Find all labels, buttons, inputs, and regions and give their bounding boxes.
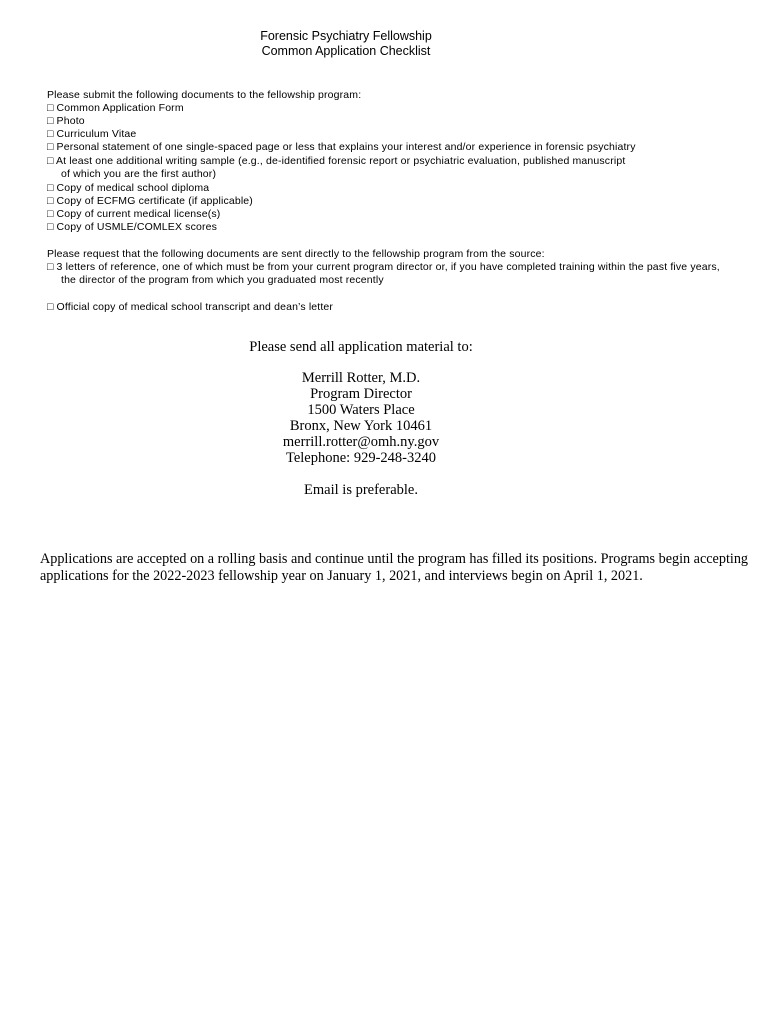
contact-name: Merrill Rotter, M.D. [301, 370, 421, 386]
checklist-item: □ Copy of ECFMG certificate (if applicable) [47, 195, 253, 207]
checklist-item-continuation: the director of the program from which you graduated most recently [61, 274, 384, 286]
checklist-item: □ Photo [47, 115, 85, 127]
contact-role: Program Director [310, 386, 412, 402]
checklist-item: □ Personal statement of one single-spaced page or less that explains your interest and/or experience in forensic psychiatry [47, 141, 636, 153]
contact-phone: Telephone: 929-248-3240 [286, 450, 436, 466]
contact-note: Email is preferable. [304, 482, 418, 498]
contact-street: 1500 Waters Place [307, 402, 415, 418]
checklist-item: □ 3 letters of reference, one of which must be from your current program director or, if you have completed training within the past five years, [47, 261, 720, 273]
checklist-item: □ Copy of current medical license(s) [47, 208, 221, 220]
footer-line: applications for the 2022-2023 fellowship year on January 1, 2021, and interviews begin on April 1, 2021. [40, 568, 643, 584]
checklist-item: □ Copy of medical school diploma [47, 182, 210, 194]
contact-email[interactable]: merrill.rotter@omh.ny.gov [282, 434, 440, 450]
checklist-item: □ Common Application Form [47, 102, 184, 114]
footer-paragraph [40, 551, 755, 585]
checklist-item: □ Copy of USMLE/COMLEX scores [47, 221, 217, 233]
contact-heading: Please send all application material to: [249, 339, 473, 355]
footer-line: Applications are accepted on a rolling basis and continue until the program has filled its positions. Programs begin accepting [40, 551, 749, 567]
submit-intro: Please submit the following documents to the fellowship program: [47, 89, 362, 101]
checklist-item-continuation: of which you are the first author) [61, 168, 217, 180]
contact-city: Bronx, New York 10461 [289, 418, 433, 434]
checklist-item: □ Curriculum Vitae [47, 128, 137, 140]
checklist-item: □ At least one additional writing sample (e.g., de-identified forensic report or psychiatric evaluation, published manuscript [47, 155, 626, 167]
document-subtitle: Common Application Checklist [261, 44, 431, 58]
document-title: Forensic Psychiatry Fellowship [260, 29, 432, 43]
request-intro: Please request that the following documents are sent directly to the fellowship program from the source: [47, 248, 545, 260]
checklist-item: □ Official copy of medical school transcript and dean’s letter [47, 301, 334, 313]
